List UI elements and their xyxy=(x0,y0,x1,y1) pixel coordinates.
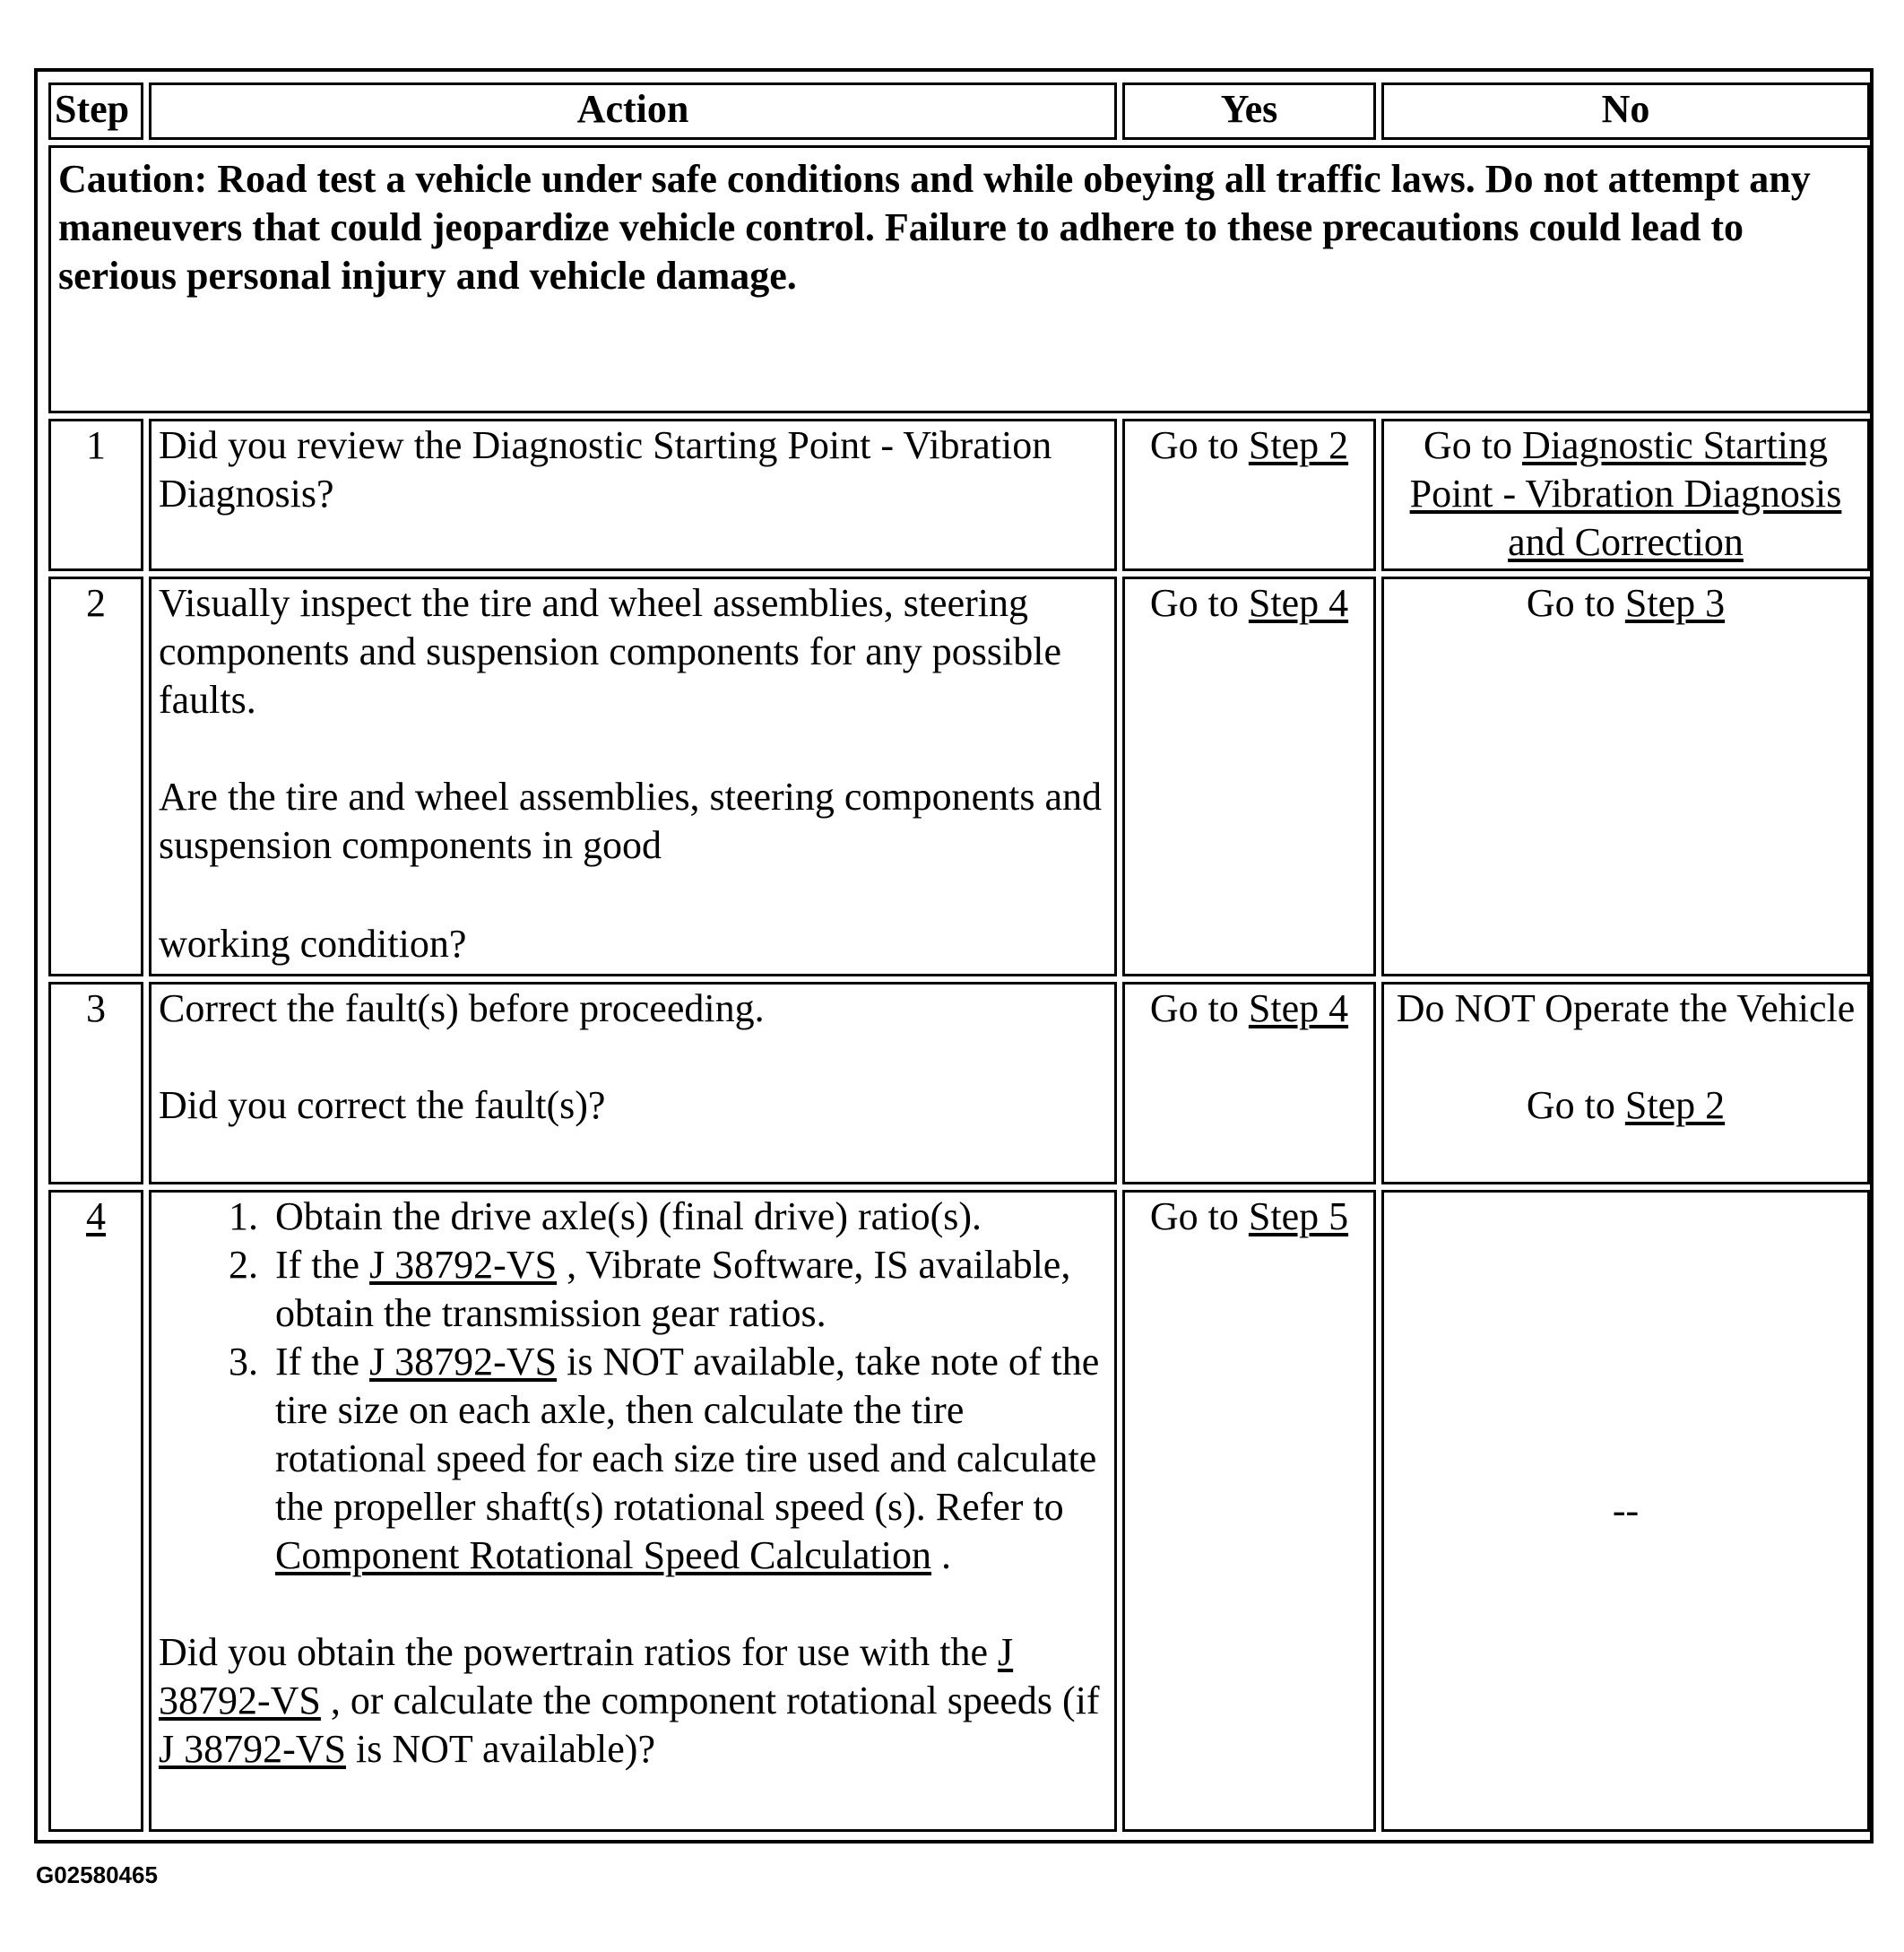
table-row xyxy=(48,577,1870,976)
action-list xyxy=(159,1193,1107,1580)
tool-link[interactable]: J 38792-VS xyxy=(369,1243,558,1287)
header-step: Step xyxy=(48,82,143,140)
action-text: Visually inspect the tire and wheel assemblies, steering components and suspension components for any possible faults. xyxy=(159,581,1061,722)
list-item-text: . xyxy=(941,1533,951,1577)
table-row xyxy=(48,1190,1870,1832)
go-to-label: Go to xyxy=(1424,423,1513,467)
step-number-cell xyxy=(48,1190,143,1832)
question-text: , or calculate the component rotational speeds (if xyxy=(330,1679,1100,1722)
action-cell xyxy=(149,419,1117,571)
header-yes: Yes xyxy=(1122,82,1376,140)
question-text: is NOT available)? xyxy=(356,1727,655,1771)
table-row xyxy=(48,419,1870,571)
no-step-link[interactable]: Step 2 xyxy=(1624,1083,1726,1127)
action-cell xyxy=(149,577,1117,976)
action-question-end: working condition? xyxy=(159,922,467,966)
no-procedure-link[interactable]: Diagnostic Starting Point - Vibration Diagnosis and Correction xyxy=(1409,423,1842,564)
header-no: No xyxy=(1381,82,1870,140)
caution-text: Caution: Road test a vehicle under safe conditions and while obeying all traffic laws. Do not attempt any maneuvers that could jeopardize vehicle control. Failure to adhere to these precautions could lead to serious personal injury and vehicle damage. xyxy=(48,145,1870,413)
no-cell xyxy=(1381,577,1870,976)
no-cell xyxy=(1381,419,1870,571)
header-action: Action xyxy=(149,82,1117,140)
tool-link[interactable]: J 38792-VS xyxy=(159,1727,347,1771)
list-item-text: Obtain the drive axle(s) (final drive) ratio(s). xyxy=(275,1194,982,1238)
tool-link[interactable]: J 38792-VS xyxy=(159,1630,1014,1722)
diagnostic-table xyxy=(43,77,1875,1837)
action-cell xyxy=(149,982,1117,1184)
list-item-text: , Vibrate Software, IS available, obtain the transmission gear ratios. xyxy=(275,1243,1071,1335)
action-text: Correct the fault(s) before proceeding. xyxy=(159,986,765,1030)
yes-cell xyxy=(1122,1190,1376,1832)
yes-step-link[interactable]: Step 2 xyxy=(1248,423,1349,467)
list-item xyxy=(268,1193,1107,1241)
step-number-link[interactable]: 4 xyxy=(86,1194,106,1238)
list-item-text: If the xyxy=(275,1243,360,1287)
yes-cell xyxy=(1122,419,1376,571)
caution-row xyxy=(48,145,1870,413)
header-row xyxy=(48,82,1870,140)
list-item xyxy=(268,1338,1107,1580)
no-warning-text: Do NOT Operate the Vehicle xyxy=(1396,986,1856,1030)
yes-step-link[interactable]: Step 5 xyxy=(1248,1194,1349,1238)
step-number: 1 xyxy=(48,419,143,571)
list-item-text: is NOT available, take note of the tire size on each axle, then calculate the tire rotational speed for each size tire used and calculate the propeller shaft(s) rotational speed (s). Refer to xyxy=(275,1340,1100,1529)
list-item-text: If the xyxy=(275,1340,360,1384)
table-frame xyxy=(34,68,1874,1844)
action-question xyxy=(159,1628,1107,1774)
question-text: Did you obtain the powertrain ratios for use with the xyxy=(159,1630,989,1674)
yes-cell xyxy=(1122,577,1376,976)
tool-link[interactable]: J 38792-VS xyxy=(369,1340,558,1384)
go-to-label: Go to xyxy=(1149,1194,1239,1238)
yes-cell xyxy=(1122,982,1376,1184)
no-cell xyxy=(1381,1190,1870,1832)
go-to-label: Go to xyxy=(1149,581,1239,625)
go-to-label: Go to xyxy=(1149,423,1239,467)
go-to-label: Go to xyxy=(1149,986,1239,1030)
yes-step-link[interactable]: Step 4 xyxy=(1248,986,1349,1030)
go-to-label: Go to xyxy=(1526,1083,1615,1127)
table-row xyxy=(48,982,1870,1184)
step-number: 2 xyxy=(48,577,143,976)
action-cell xyxy=(149,1190,1117,1832)
no-placeholder: -- xyxy=(1612,1488,1640,1532)
no-cell xyxy=(1381,982,1870,1184)
action-question: Did you correct the fault(s)? xyxy=(159,1083,606,1127)
yes-step-link[interactable]: Step 4 xyxy=(1248,581,1349,625)
action-question: Are the tire and wheel assemblies, steering components and suspension components in good xyxy=(159,775,1103,867)
procedure-link[interactable]: Component Rotational Speed Calculation xyxy=(275,1533,931,1577)
figure-id: G02580465 xyxy=(36,1861,158,1888)
go-to-label: Go to xyxy=(1526,581,1615,625)
action-text: Did you review the Diagnostic Starting Point - Vibration Diagnosis? xyxy=(159,423,1052,516)
list-item xyxy=(268,1241,1107,1338)
step-number: 3 xyxy=(48,982,143,1184)
no-step-link[interactable]: Step 3 xyxy=(1624,581,1726,625)
